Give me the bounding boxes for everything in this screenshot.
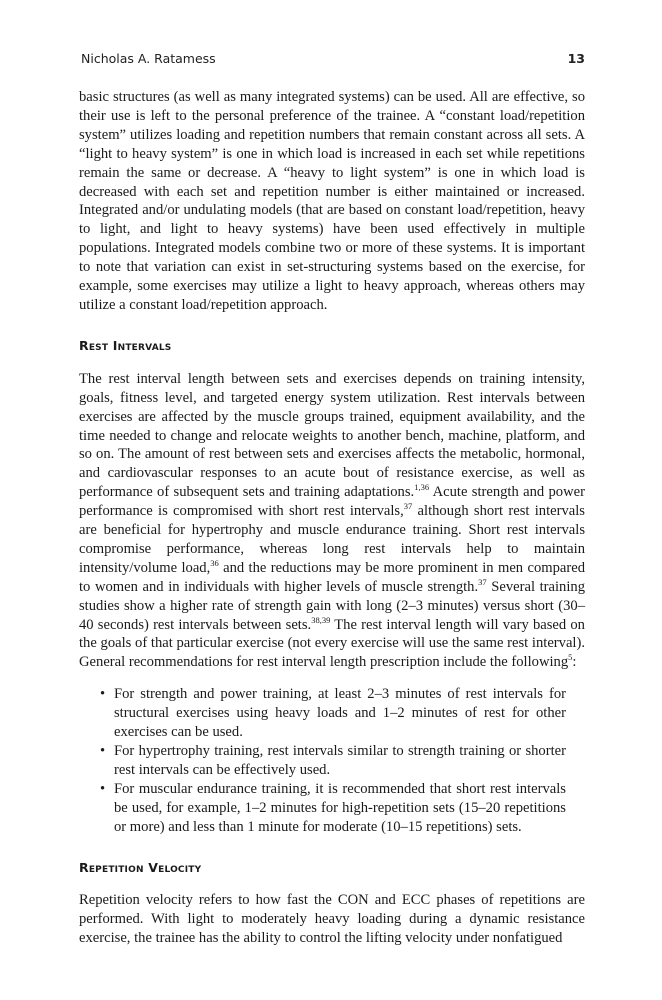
running-head <box>79 51 585 71</box>
text-run: and the reductions may be more prominent in men compared to women and in individuals with higher levels of muscle strength. <box>79 559 585 595</box>
text-run: : <box>572 654 577 671</box>
bullet-icon: • <box>100 686 106 703</box>
body-text <box>79 88 585 948</box>
text-run: although short rest intervals are beneficial for hypertrophy and muscle endurance training. Short rest intervals compromise performance, whereas long rest intervals help to maintain intensity/volume load, <box>79 503 585 576</box>
text-run: The rest interval length will vary based on the goals of that particular exercise (not every exercise will use the same rest interval). General recommendations for rest interval length prescription include the following <box>79 616 585 671</box>
running-head-author: Nicholas A. Ratamess <box>81 51 216 66</box>
bullet-icon: • <box>100 780 106 797</box>
list-item-text: For hypertrophy training, rest intervals similar to strength training or shorter rest intervals can be effectively used. <box>114 743 566 778</box>
section-heading-repetition-velocity: Repetition Velocity <box>79 859 202 875</box>
list-item-text: For strength and power training, at least 2–3 minutes of rest intervals for structural exercises using heavy loads and 1–2 minutes of rest for other exercises can be used. <box>114 686 566 741</box>
text-run: The rest interval length between sets and exercises depends on training intensity, goals, fitness level, and targeted energy system utilization. Rest intervals between exercises are affected by the muscle groups trained, equipment availability, and the time needed to change and relocate weights to another bench, machine, platform, and so on. The amount of rest between sets and exercises affects the metabolic, hormonal, and cardiovascular responses to an acute bout of resistance exercise, as well as performance of subsequent sets and training adaptations. <box>79 370 585 501</box>
citation: 5 <box>568 652 573 663</box>
citation: 37 <box>403 501 413 512</box>
page-number: 13 <box>567 51 585 66</box>
rest-intervals-paragraph <box>79 370 585 673</box>
text-run: Several training studies show a higher rate of strength gain with long (2–3 minutes) versus short (30–40 seconds) rest intervals between sets. <box>79 578 585 633</box>
section-heading-rest-intervals: Rest Intervals <box>79 337 172 353</box>
list-item <box>101 685 566 742</box>
list-item <box>101 780 566 837</box>
text-run: Acute strength and power performance is compromised with short rest intervals, <box>79 484 585 520</box>
citation: 36 <box>210 557 219 568</box>
list-item <box>101 742 566 780</box>
rest-interval-recommendations-list <box>79 685 585 836</box>
citation: 1,36 <box>414 482 430 493</box>
list-item-text: For muscular endurance training, it is recommended that short rest intervals be used, for example, 1–2 minutes for high-repetition sets (15–20 repetitions or more) and less than 1 minute for moderate (10–15 repetitions) sets. <box>114 780 566 835</box>
repetition-velocity-paragraph: Repetition velocity refers to how fast the CON and ECC phases of repetitions are performed. With light to moderately heavy loading during a dynamic resistance exercise, the trainee has the ability to control the lifting velocity under nonfatigued <box>79 892 585 947</box>
intro-paragraph: basic structures (as well as many integrated systems) can be used. All are effective, so their use is left to the personal preference of the trainee. A “constant load/repetition system” utilizes loading and repetition numbers that remain constant across all sets. A “light to heavy system” is one in which load is increased in each set while repetitions remain the same or decrease. A “heavy to light system” is one in which load is decreased with each set and repetition number is either maintained or increased. Integrated and/or undulating models (that are based on constant load/repetition, heavy to light, and light to heavy systems) have been used effectively in multiple populations. Integrated models combine two or more of these systems. It is important to note that variation can exist in set-structuring systems based on the exercise, for example, some exercises may utilize a light to heavy approach, whereas others may utilize a constant load/repetition approach. <box>79 89 585 313</box>
citation: 37 <box>478 576 487 587</box>
citation: 38,39 <box>311 614 331 625</box>
bullet-icon: • <box>100 743 106 759</box>
